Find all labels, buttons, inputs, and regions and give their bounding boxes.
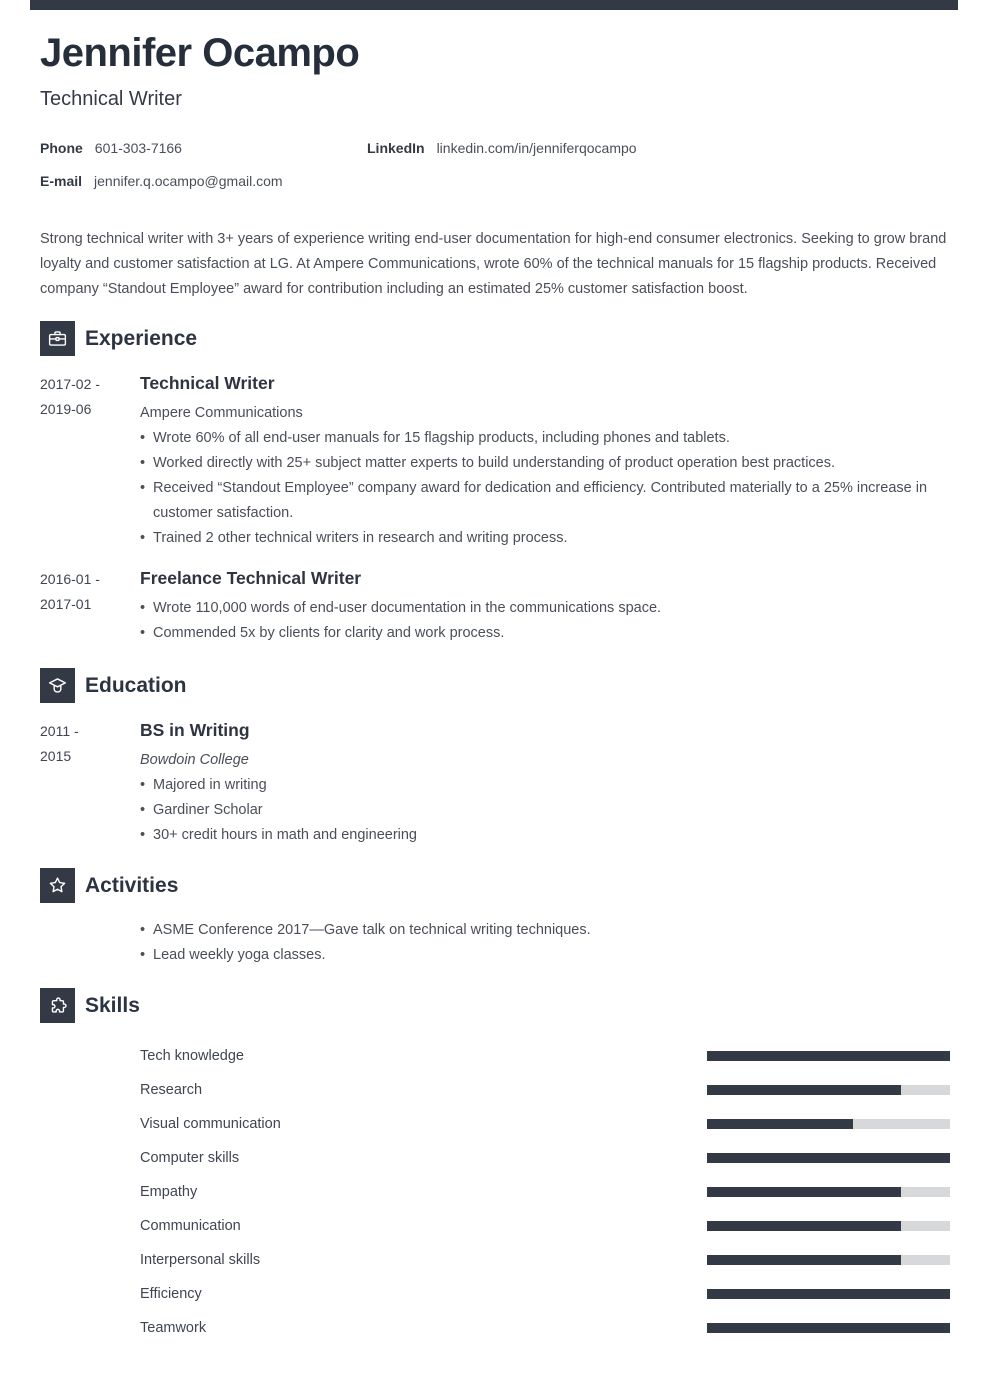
skill-row [40, 1039, 950, 1073]
phone-label: Phone [40, 140, 83, 156]
star-icon [40, 868, 75, 903]
email-value: jennifer.q.ocampo@gmail.com [94, 173, 283, 189]
skill-bar-fill [707, 1153, 950, 1163]
bullet-item: • Gardiner Scholar [140, 798, 950, 823]
professional-summary: Strong technical writer with 3+ years of experience writing end-user documentation for high-end consumer electronics. Seeking to grow brand loyalty and customer satisfaction at LG. At Ampere Communications, wrote 60% of the technical manuals for 15 flagship products. Received company “Standout Employee” award for contribution including an estimated 25% customer satisfaction boost. [40, 231, 947, 297]
skill-bar [707, 1085, 950, 1095]
section-title-experience: Experience [85, 326, 198, 350]
activities-entry [40, 918, 950, 968]
skills-list [40, 1039, 950, 1345]
email-label: E-mail [40, 173, 83, 189]
contact-row [40, 174, 950, 189]
date-start: 2017-02 - [40, 376, 100, 392]
skill-bar [707, 1255, 950, 1265]
bullet-item: • Worked directly with 25+ subject matter experts to build understanding of product operation best practices. [140, 451, 950, 476]
date-end: 2015 [40, 748, 72, 764]
entry-dates [40, 567, 140, 646]
skill-bar-fill [707, 1187, 901, 1197]
experience-entry [40, 372, 950, 551]
education-section-header [40, 668, 950, 703]
activities-section-header [40, 868, 950, 903]
phone-value: 601-303-7166 [94, 140, 182, 156]
section-title-skills: Skills [85, 993, 140, 1017]
contact-linkedin [367, 141, 950, 156]
skill-label: Visual communication [140, 1116, 281, 1132]
experience-entry [40, 567, 950, 646]
skill-bar [707, 1153, 950, 1163]
entry-bullets [140, 918, 950, 968]
skills-section-header [40, 988, 950, 1023]
graduation-cap-icon [40, 668, 75, 703]
skill-row [40, 1243, 950, 1277]
skill-label: Efficiency [140, 1286, 202, 1302]
linkedin-label: LinkedIn [367, 140, 425, 156]
skill-bar-fill [707, 1085, 901, 1095]
skill-bar-fill [707, 1221, 901, 1231]
contact-row [40, 141, 950, 156]
bullet-item: • Majored in writing [140, 773, 950, 798]
bullet-item: • Commended 5x by clients for clarity and work process. [140, 621, 950, 646]
entry-body [140, 372, 950, 551]
entry-title: Technical Writer [140, 373, 275, 393]
skill-bar-fill [707, 1323, 950, 1333]
bullet-item: • Trained 2 other technical writers in research and writing process. [140, 526, 950, 551]
entry-dates [40, 372, 140, 551]
skill-bar [707, 1323, 950, 1333]
entry-body [140, 719, 950, 848]
puzzle-icon [40, 988, 75, 1023]
skill-bar-fill [707, 1119, 853, 1129]
skill-row [40, 1209, 950, 1243]
skill-bar [707, 1051, 950, 1061]
skill-label: Communication [140, 1218, 241, 1234]
skill-label: Research [140, 1082, 203, 1098]
date-start: 2016-01 - [40, 571, 100, 587]
entry-company: Ampere Communications [140, 405, 303, 421]
skill-row [40, 1277, 950, 1311]
skill-label: Empathy [140, 1184, 198, 1200]
section-title-activities: Activities [85, 873, 179, 897]
skill-label: Interpersonal skills [140, 1252, 261, 1268]
bullet-item: • Lead weekly yoga classes. [140, 943, 950, 968]
skill-label: Computer skills [140, 1150, 240, 1166]
job-title: Technical Writer [40, 88, 182, 110]
entry-dates [40, 719, 140, 848]
skill-bar [707, 1187, 950, 1197]
entry-body [140, 567, 950, 646]
skill-row [40, 1073, 950, 1107]
skill-row [40, 1311, 950, 1345]
bullet-item: • 30+ credit hours in math and engineering [140, 823, 950, 848]
skill-bar [707, 1221, 950, 1231]
skill-bar-fill [707, 1289, 950, 1299]
skill-bar [707, 1289, 950, 1299]
education-entry [40, 719, 950, 848]
top-accent-bar [30, 0, 958, 10]
skill-row [40, 1175, 950, 1209]
skill-bar-fill [707, 1255, 901, 1265]
skill-row [40, 1141, 950, 1175]
entry-bullets [140, 773, 950, 848]
entry-bullets [140, 596, 950, 646]
contact-phone [40, 141, 367, 156]
date-end: 2017-01 [40, 596, 92, 612]
school-name: Bowdoin College [140, 752, 249, 768]
entry-dates-empty [40, 918, 140, 968]
contact-email [40, 174, 367, 189]
skill-label: Teamwork [140, 1320, 207, 1336]
person-name: Jennifer Ocampo [40, 31, 360, 75]
linkedin-value: linkedin.com/in/jenniferqocampo [436, 140, 637, 156]
bullet-item: • Wrote 110,000 words of end-user documentation in the communications space. [140, 596, 950, 621]
briefcase-icon [40, 321, 75, 356]
bullet-item: • Wrote 60% of all end-user manuals for 15 flagship products, including phones and tablets. [140, 426, 950, 451]
contact-block [40, 141, 950, 189]
skill-bar [707, 1119, 950, 1129]
entry-title: Freelance Technical Writer [140, 568, 362, 588]
section-title-education: Education [85, 673, 187, 697]
date-start: 2011 - [40, 723, 79, 739]
skill-row [40, 1107, 950, 1141]
entry-bullets [140, 426, 950, 551]
bullet-item: • ASME Conference 2017—Gave talk on technical writing techniques. [140, 918, 950, 943]
bullet-item: • Received “Standout Employee” company award for dedication and efficiency. Contributed materially to a 25% increase in customer satisfaction. [140, 476, 950, 526]
skill-bar-fill [707, 1051, 950, 1061]
experience-section-header [40, 321, 950, 356]
degree-title: BS in Writing [140, 720, 250, 740]
date-end: 2019-06 [40, 401, 92, 417]
skill-label: Tech knowledge [140, 1048, 244, 1064]
